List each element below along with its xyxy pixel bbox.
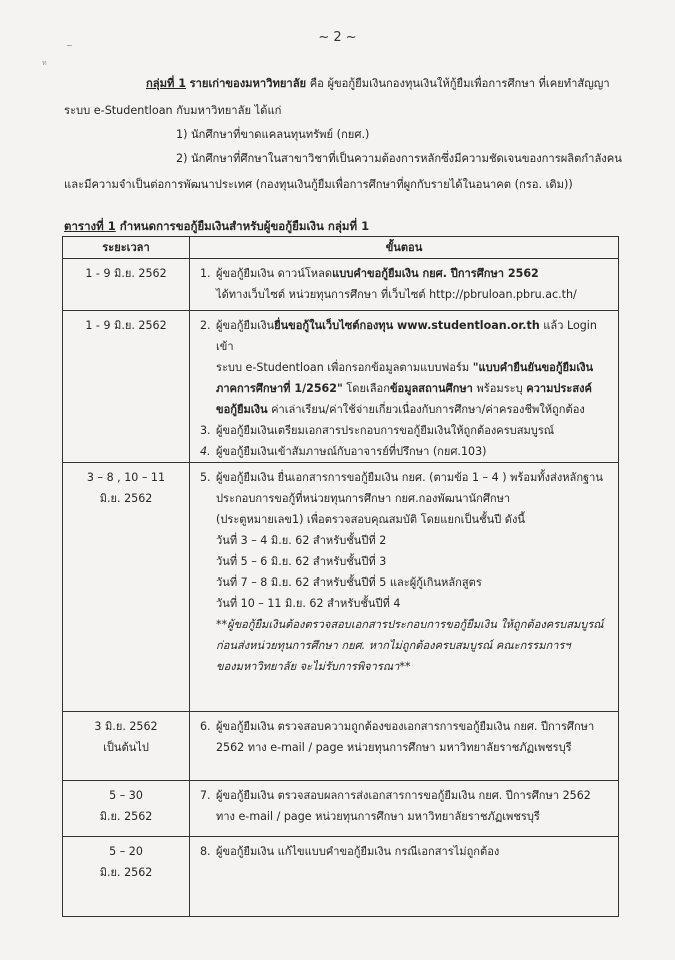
period-line: 3 – 8 , 10 – 11: [86, 471, 166, 484]
step-text: แล้ว Login เข้า: [216, 319, 597, 353]
scan-mark: ~: [66, 41, 73, 50]
step-text-bold: แบบคำขอกู้ยืมเงิน กยศ. ปีการศึกษา 2562: [332, 267, 539, 280]
step-number: 1.: [200, 267, 211, 280]
steps-cell: [190, 259, 619, 311]
group-item-2-cont: และมีความจำเป็นต่อการพัฒนาประเทศ (กองทุนเงินกู้ยืมเพื่อการศึกษาที่ผูกกับรายได้ในอนาคต (กรอ. เดิม)): [64, 178, 573, 191]
step-2: [200, 315, 610, 420]
schedule-table: [62, 236, 619, 917]
step-text-bold: ภาคการศึกษาที่ 1/2562": [216, 382, 343, 395]
step-text: ผู้ขอกู้ยืมเงิน: [216, 319, 275, 332]
step-5: [200, 467, 610, 530]
group-title: รายเก่าของมหาวิทยาลัย: [189, 77, 307, 90]
steps-cell: [190, 837, 619, 917]
step-text-bold: ขอกู้ยืมเงิน: [216, 403, 268, 416]
step-text: ได้ทางเว็บไซต์ หน่วยทุนการศึกษา ที่เว็บไซต์ http://pbruloan.pbru.ac.th/: [216, 288, 577, 301]
steps-cell: [190, 311, 619, 463]
period-line: 5 – 30: [109, 789, 143, 802]
step-text: พร้อมระบุ: [472, 382, 527, 395]
step-text: ผู้ขอกู้ยืมเงิน ยื่นเอกสารการขอกู้ยืมเงิน กยศ. (ตามข้อ 1 – 4 ) พร้อมทั้งส่งหลักฐาน: [216, 471, 603, 484]
step-text: 2562 ทาง e-mail / page หน่วยทุนการศึกษา มหาวิทยาลัยราชภัฏเพชรบุรี: [216, 741, 572, 754]
scan-mark-2: ท: [42, 59, 47, 67]
period-line: มิ.ย. 2562: [99, 866, 153, 879]
page-number: ~ 2 ~: [318, 30, 357, 45]
period-line: เป็นต้นไป: [103, 741, 149, 754]
step-text: ผู้ขอกู้ยืมเงิน แก้ไขแบบคำขอกู้ยืมเงิน กรณีเอกสารไม่ถูกต้อง: [216, 845, 500, 858]
table-caption-label: ตารางที่ 1: [64, 219, 116, 233]
step-text: ทาง e-mail / page หน่วยทุนการศึกษา มหาวิทยาลัยราชภัฏเพชรบุรี: [216, 810, 540, 823]
step-number: 6.: [200, 720, 211, 733]
group-heading-line: [146, 76, 626, 93]
note-line: ของมหาวิทยาลัย จะไม่รับการพิจารณา**: [216, 660, 411, 673]
period-cell: [63, 463, 190, 712]
steps-cell: [190, 781, 619, 837]
step-text: ผู้ขอกู้ยืมเงิน ดาวน์โหลด: [216, 267, 333, 280]
table-row: [63, 311, 619, 463]
step-text: ระบบ e-Studentloan เพื่อกรอกข้อมูลตามแบบฟอร์ม: [216, 361, 473, 374]
step-8: [200, 841, 610, 862]
step-number: 7.: [200, 789, 211, 802]
period-line: 5 – 20: [109, 845, 143, 858]
table-caption: [64, 218, 369, 236]
step-text-bold: ยื่นขอกู้ในเว็บไซต์กองทุน www.studentloan.or.th: [274, 319, 540, 332]
step-text: ผู้ขอกู้ยืมเงินเตรียมเอกสารประกอบการขอกู้ยืมเงินให้ถูกต้องครบสมบูรณ์: [216, 424, 555, 437]
step-3: [200, 420, 610, 441]
table-row: [63, 712, 619, 781]
group-item-2: 2) นักศึกษาที่ศึกษาในสาขาวิชาที่เป็นความต้องการหลักซึ่งมีความชัดเจนของการผลิตกำลังคน: [176, 152, 622, 165]
step-text-bold: ความประสงค์: [526, 382, 592, 395]
header-period: ระยะเวลา: [63, 237, 190, 259]
steps-cell: [190, 712, 619, 781]
step-text: ผู้ขอกู้ยืมเงิน ตรวจสอบความถูกต้องของเอกสารการขอกู้ยืมเงิน กยศ. ปีการศึกษา: [216, 720, 595, 733]
period-cell: [63, 712, 190, 781]
step-number: 3.: [200, 424, 211, 437]
table-caption-text: กำหนดการขอกู้ยืมเงินสำหรับผู้ขอกู้ยืมเงิน กลุ่มที่ 1: [119, 219, 370, 233]
step-text: ผู้ขอกู้ยืมเงินเข้าสัมภาษณ์กับอาจารย์ที่ปรึกษา (กยศ.103): [216, 445, 487, 458]
steps-cell: [190, 463, 619, 712]
step-text: ประกอบการขอกู้ที่หน่วยทุนการศึกษา กยศ.กองพัฒนานักศึกษา: [216, 492, 511, 505]
warning-note: [200, 614, 610, 677]
group-item-1: 1) นักศึกษาที่ขาดแคลนทุนทรัพย์ (กยศ.): [176, 128, 370, 141]
period-line: มิ.ย. 2562: [99, 492, 153, 505]
schedule-day-line: วันที่ 7 – 8 มิ.ย. 62 สำหรับชั้นปีที่ 5 และผู้กู้เกินหลักสูตร: [216, 576, 482, 589]
schedule-day-line: วันที่ 10 – 11 มิ.ย. 62 สำหรับชั้นปีที่ 4: [216, 597, 401, 610]
step-4: [200, 441, 610, 462]
step-text: โดยเลือก: [342, 382, 390, 395]
note-line: ก่อนส่งหน่วยทุนการศึกษา กยศ. หากไม่ถูกต้องครบสมบูรณ์ คณะกรรมการฯ: [216, 639, 571, 652]
period-cell: [63, 781, 190, 837]
table-row: [63, 259, 619, 311]
step-text-bold: ข้อมูลสถานศึกษา: [389, 382, 473, 395]
table-header-row: [63, 237, 619, 259]
step-number: 2.: [200, 319, 211, 332]
step-number: 4.: [200, 445, 211, 458]
step-number: 8.: [200, 845, 211, 858]
step-text: (ประตูหมายเลข1) เพื่อตรวจสอบคุณสมบัติ โดยแยกเป็นชั้นปี ดังนี้: [216, 513, 525, 526]
group-description-cont: ระบบ e-Studentloan กับมหาวิทยาลัย ได้แก่: [64, 104, 282, 117]
group-description: คือ ผู้ขอกู้ยืมเงินกองทุนเงินให้กู้ยืมเพื่อการศึกษา ที่เคยทำสัญญา: [309, 77, 610, 90]
note-line: **ผู้ขอกู้ยืมเงินต้องตรวจสอบเอกสารประกอบการขอกู้ยืมเงิน ให้ถูกต้องครบสมบูรณ์: [216, 618, 604, 631]
period-cell: 1 - 9 มิ.ย. 2562: [63, 259, 190, 311]
period-line: มิ.ย. 2562: [99, 810, 153, 823]
table-row: [63, 837, 619, 917]
table-row: [63, 781, 619, 837]
period-cell: [63, 837, 190, 917]
period-line: 3 มิ.ย. 2562: [94, 720, 158, 733]
step-1: [200, 263, 610, 305]
period-cell: 1 - 9 มิ.ย. 2562: [63, 311, 190, 463]
schedule-day-line: วันที่ 5 – 6 มิ.ย. 62 สำหรับชั้นปีที่ 3: [216, 555, 387, 568]
step-text-bold: "แบบคำยืนยันขอกู้ยืมเงิน: [472, 361, 594, 374]
step-text: ค่าเล่าเรียน/ค่าใช้จ่ายเกี่ยวเนื่องกับการศึกษา/ค่าครองชีพให้ถูกต้อง: [267, 403, 585, 416]
step-number: 5.: [200, 471, 211, 484]
step-6: [200, 716, 610, 758]
step-7: [200, 785, 610, 827]
step-text: ผู้ขอกู้ยืมเงิน ตรวจสอบผลการส่งเอกสารการขอกู้ยืมเงิน กยศ. ปีการศึกษา 2562: [216, 789, 591, 802]
header-steps: ขั้นตอน: [190, 237, 619, 259]
table-row: [63, 463, 619, 712]
schedule-day-line: วันที่ 3 – 4 มิ.ย. 62 สำหรับชั้นปีที่ 2: [216, 534, 387, 547]
group-label: กลุ่มที่ 1: [146, 77, 187, 90]
